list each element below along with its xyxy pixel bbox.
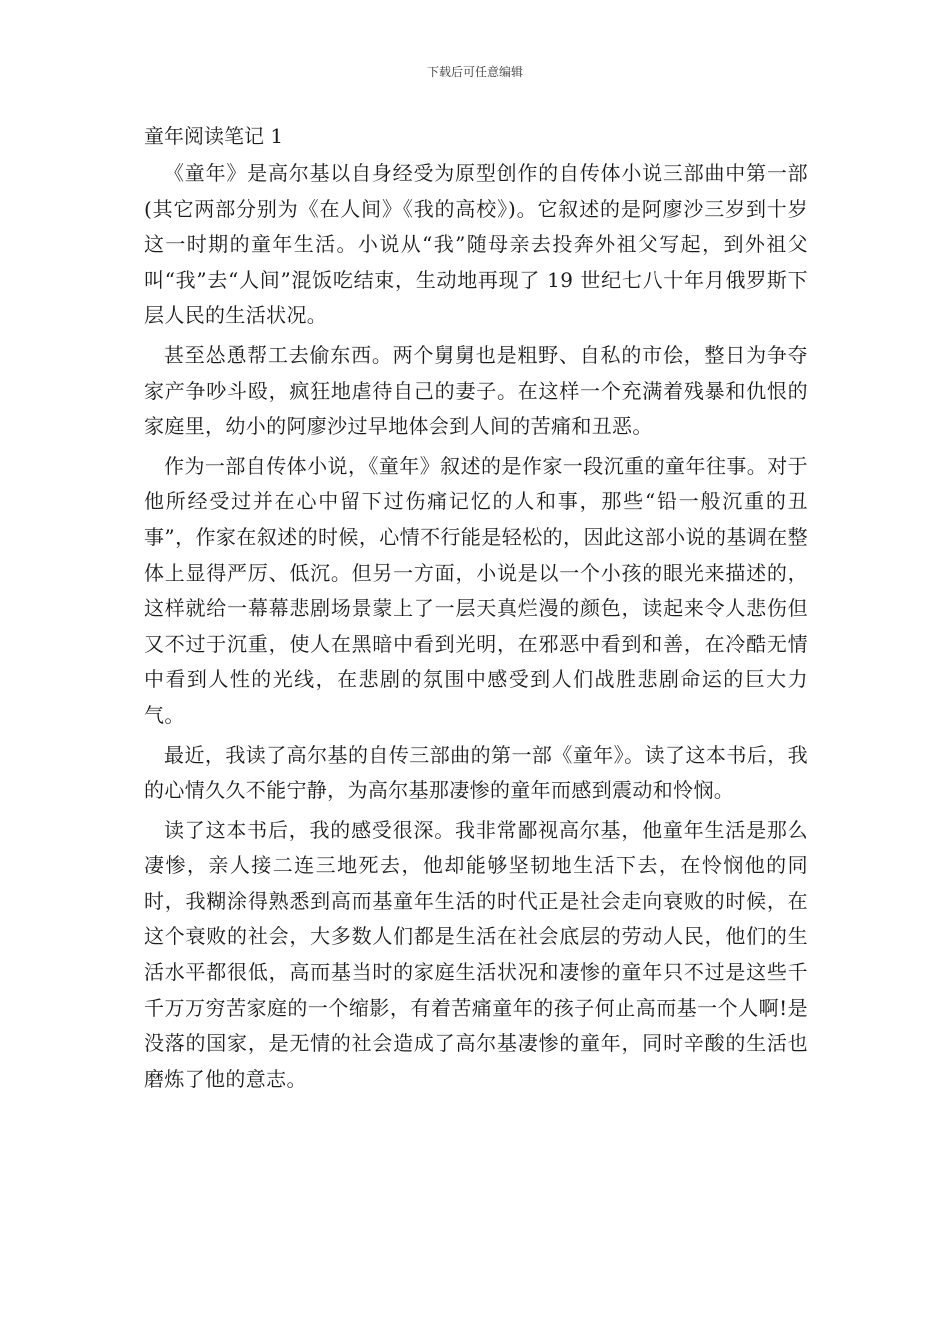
paragraph-3: 作为一部自传体小说，《童年》叙述的是作家一段沉重的童年往事。对于他所经受过并在心中留下过伤痛记忆的人和事，那些“铅一般沉重的丑事”，作家在叙述的时候，心情不行能是轻松的，因此这部小说的基调在整体上显得严厉、低沉。但另一方面，小说是以一个小孩的眼光来描述的，这样就给一幕幕悲剧场景蒙上了一层天真烂漫的颜色，读起来令人悲伤但又不过于沉重，使人在黑暗中看到光明，在邪恶中看到和善，在冷酷无情中看到人性的光线，在悲剧的氛围中感受到人们战胜悲剧命运的巨大力气。 [144,453,808,727]
document-body [144,118,808,1101]
paragraph-1: 《童年》是高尔基以自身经受为原型创作的自传体小说三部曲中第一部(其它两部分别为《在人间》《我的高校》)。它叙述的是阿廖沙三岁到十岁这一时期的童年生活。小说从“我”随母亲去投奔外祖父写起，到外祖父叫“我”去“人间”混饭吃结束，生动地再现了 19 世纪七八十年月俄罗斯下层人民的生活状况。 [144,161,808,328]
document-title: 童年阅读笔记 1 [144,124,284,148]
paragraph-4: 最近，我读了高尔基的自传三部曲的第一部《童年》。读了这本书后，我的心情久久不能宁静，为高尔基那凄惨的童年而感到震动和怜悯。 [144,742,808,803]
page-header-note: 下载后可任意编辑 [426,65,523,79]
paragraph-2: 甚至怂恿帮工去偷东西。两个舅舅也是粗野、自私的市侩，整日为争夺家产争吵斗殴，疯狂地虐待自己的妻子。在这样一个充满着残暴和仇恨的家庭里，幼小的阿廖沙过早地体会到人间的苦痛和丑恶。 [144,342,808,439]
paragraph-5: 读了这本书后，我的感受很深。我非常鄙视高尔基，他童年生活是那么凄惨，亲人接二连三地死去，他却能够坚韧地生活下去，在怜悯他的同时，我糊涂得熟悉到高而基童年生活的时代正是社会走向衰败的时候，在这个衰败的社会，大多数人们都是生活在社会底层的劳动人民，他们的生活水平都很低，高而基当时的家庭生活状况和凄惨的童年只不过是这些千千万万穷苦家庭的一个缩影，有着苦痛童年的孩子何止高而基一个人啊!是没落的国家，是无情的社会造成了高尔基凄惨的童年，同时辛酸的生活也磨炼了他的意志。 [144,817,808,1091]
